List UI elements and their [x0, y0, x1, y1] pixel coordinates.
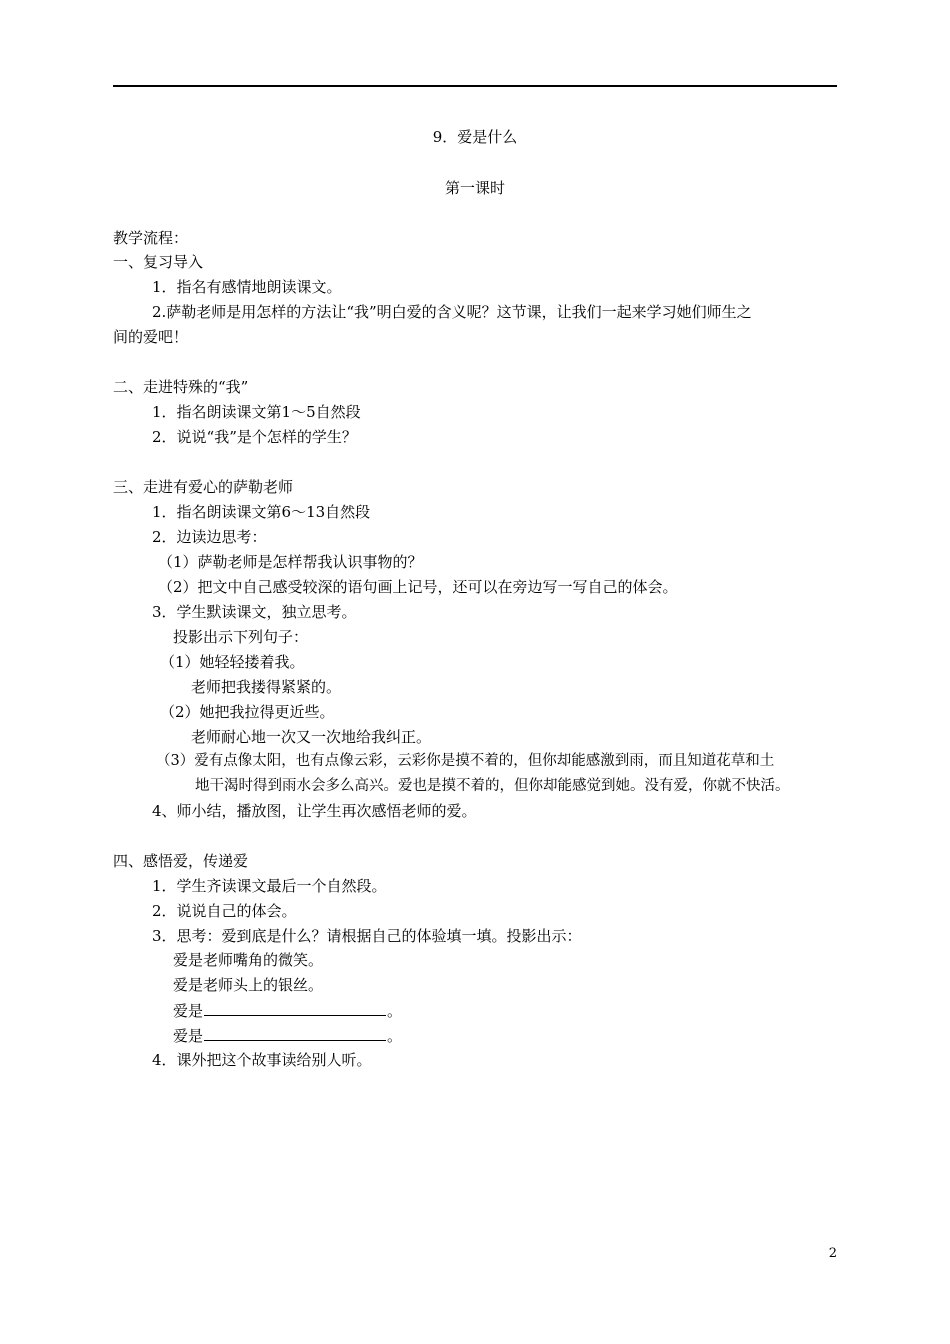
section-3-item-4: 4、师小结，播放图，让学生再次感悟老师的爱。: [152, 802, 477, 820]
section-1-item-1: 1．指名有感情地朗读课文。: [152, 278, 342, 296]
page-number: 2: [828, 1246, 837, 1261]
section-1-item-2-cont: 间的爱吧！: [113, 328, 189, 346]
section-heading-4: 四、感悟爱，传递爱: [113, 852, 249, 870]
section-2-item-2: 2．说说“我”是个怎样的学生？: [152, 428, 357, 446]
section-heading-3: 三、走进有爱心的萨勒老师: [113, 478, 294, 496]
section-heading-2: 二、走进特殊的“我”: [113, 378, 249, 396]
sentence-2: （2）她把我拉得更近些。: [160, 703, 335, 721]
sentence-1: （1）她轻轻搂着我。: [160, 653, 305, 671]
sentence-1-compare: 老师把我搂得紧紧的。: [191, 678, 342, 696]
fill-in-suffix: 。: [387, 1027, 403, 1045]
section-3-question-2: （2）把文中自己感受较深的语句画上记号，还可以在旁边写一写自己的体会。: [158, 578, 678, 596]
fill-in-line-2: [173, 1026, 402, 1045]
section-4-item-3: 3．思考：爱到底是什么？请根据自己的体验填一填。投影出示：: [152, 927, 582, 945]
lesson-title: 9．爱是什么: [432, 128, 518, 146]
sentence-3-cont: 地干渴时得到雨水会多么高兴。爱也是摸不着的，但你却能感觉到她。没有爱，你就不快活。: [195, 778, 790, 794]
section-3-question-1: （1）萨勒老师是怎样帮我认识事物的？: [158, 553, 423, 571]
section-1-item-2: 2.萨勒老师是用怎样的方法让“我”明白爱的含义呢？这节课，让我们一起来学习她们师生之: [152, 303, 752, 321]
sentence-2-compare: 老师耐心地一次又一次地给我纠正。: [191, 728, 432, 746]
example-line-1: 爱是老师嘴角的微笑。: [173, 951, 324, 969]
fill-in-blank: [204, 1026, 386, 1041]
projection-intro: 投影出示下列句子：: [173, 628, 309, 646]
section-heading-1: 一、复习导入: [113, 253, 204, 271]
section-3-item-1: 1．指名朗读课文第6～13自然段: [152, 503, 371, 521]
section-3-item-3: 3．学生默读课文，独立思考。: [152, 603, 357, 621]
fill-in-prefix: 爱是: [173, 1002, 204, 1020]
section-4-item-1: 1．学生齐读课文最后一个自然段。: [152, 877, 387, 895]
section-2-item-1: 1．指名朗读课文第1～5自然段: [152, 403, 361, 421]
fill-in-blank: [204, 1001, 386, 1016]
section-4-item-4: 4．课外把这个故事读给别人听。: [152, 1051, 372, 1069]
fill-in-prefix: 爱是: [173, 1027, 204, 1045]
fill-in-line-1: [173, 1001, 402, 1020]
fill-in-suffix: 。: [387, 1002, 403, 1020]
header-rule: [113, 85, 837, 87]
sentence-3: （3）爱有点像太阳，也有点像云彩，云彩你是摸不着的，但你却能感激到雨，而且知道花草和土: [156, 753, 775, 769]
section-4-item-2: 2．说说自己的体会。: [152, 902, 297, 920]
lesson-subtitle: 第一课时: [444, 179, 505, 197]
example-line-2: 爱是老师头上的银丝。: [173, 976, 324, 994]
section-3-item-2: 2．边读边思考：: [152, 528, 267, 546]
flow-heading: 教学流程：: [113, 229, 189, 247]
